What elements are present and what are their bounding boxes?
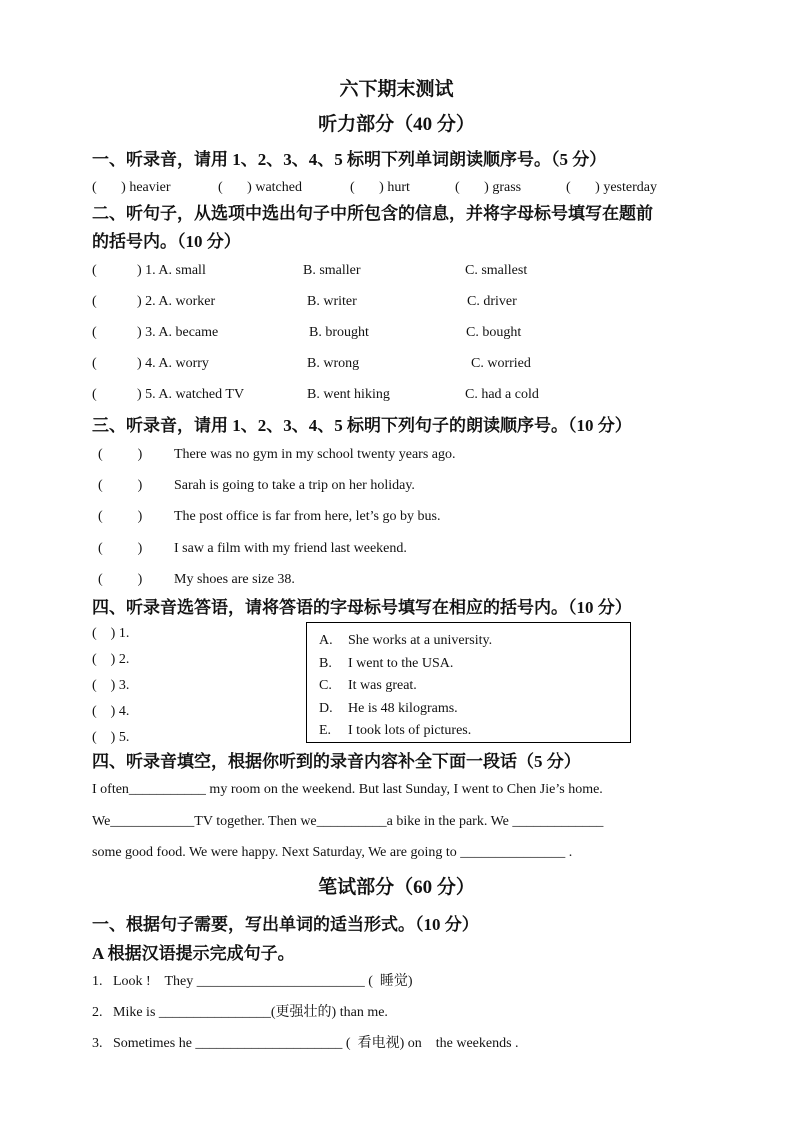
s4-number-text: ) 2. <box>110 652 130 667</box>
s4-number: ( ) 1. <box>92 626 130 641</box>
option-text: She works at a university. <box>348 633 493 648</box>
s5-line: I often___________ my room on the weekend. But last Sunday, I went to Chen Jie’s home. <box>92 782 603 797</box>
listening-title: 听力部分（40 分） <box>318 114 475 135</box>
s3-paren: ( ) <box>98 571 143 587</box>
option-letter: E. <box>319 723 332 739</box>
page-title: 六下期末测试 <box>339 79 454 100</box>
s1-word: ( ) heavier <box>92 180 171 195</box>
w1-subheading: A 根据汉语提示完成句子。 <box>92 944 295 963</box>
s2-item-b: B. smaller <box>303 263 361 278</box>
s3-sentence: My shoes are size 38. <box>174 571 295 587</box>
s2-item-c: C. driver <box>467 294 517 309</box>
s3-sentence: I saw a film with my friend last weekend. <box>174 540 407 556</box>
option-letter: D. <box>319 700 333 716</box>
s4-number: ( ) 3. <box>92 678 130 693</box>
s2-item-b: B. brought <box>309 325 369 340</box>
s5-line: We____________TV together. Then we__________a bike in the park. We _____________ <box>92 814 604 829</box>
s4-number-text: ) 1. <box>110 626 130 641</box>
s2-item-b: B. wrong <box>307 356 360 371</box>
s4-number-text: ) 3. <box>110 678 130 693</box>
s4-heading: 四、听录音选答语，请将答语的字母标号填写在相应的括号内。（10 分） <box>92 598 632 617</box>
s2-item-c: C. smallest <box>465 263 528 278</box>
s2-item-a: ) 4. A. worry <box>137 356 209 371</box>
written-title: 笔试部分（60 分） <box>318 877 475 898</box>
option-text: It was great. <box>348 678 417 694</box>
s2-paren: ( <box>92 263 97 278</box>
s3-sentence: The post office is far from here, let’s go by bus. <box>174 509 441 525</box>
s1-word: ( ) yesterday <box>566 180 657 195</box>
option-text: He is 48 kilograms. <box>348 700 458 716</box>
s5-heading: 四、听录音填空，根据你听到的录音内容补全下面一段话（5 分） <box>92 752 581 771</box>
s3-paren: ( ) <box>98 509 143 525</box>
s2-paren: ( <box>92 325 97 340</box>
s2-paren: ( <box>92 387 97 402</box>
s3-paren: ( ) <box>98 447 143 462</box>
s1-word: ( ) watched <box>218 180 302 195</box>
s4-number: ( ) 4. <box>92 704 130 719</box>
w1-item: 2. Mike is ________________(更强壮的) than me. <box>92 1005 388 1020</box>
option-letter: A. <box>319 633 333 648</box>
s2-item-c: C. bought <box>466 325 522 340</box>
s2-item-a: ) 3. A. became <box>137 325 219 340</box>
s2-item-a: ) 2. A. worker <box>137 294 216 309</box>
s4-number-text: ) 5. <box>110 730 130 745</box>
s3-sentence: Sarah is going to take a trip on her holiday. <box>174 478 415 494</box>
option-letter: C. <box>319 678 332 694</box>
s2-item-b: B. went hiking <box>307 387 390 402</box>
s3-sentence: There was no gym in my school twenty years ago. <box>174 447 456 462</box>
s3-paren: ( ) <box>98 478 143 494</box>
s1-word: ( ) hurt <box>350 180 410 195</box>
s5-line: some good food. We were happy. Next Saturday, We are going to _______________ . <box>92 845 573 860</box>
s4-number: ( ) 2. <box>92 652 130 667</box>
s2-item-c: C. had a cold <box>465 387 539 402</box>
w1-item: 3. Sometimes he _____________________ ( 看电视) on the weekends . <box>92 1036 519 1051</box>
s2-item-a: ) 5. A. watched TV <box>137 387 245 402</box>
s1-word: ( ) grass <box>455 180 522 195</box>
s2-heading-cont: 的括号内。（10 分） <box>92 232 241 251</box>
w1-item: 1. Look ! They ________________________ ( 睡觉) <box>92 974 413 989</box>
s2-paren: ( <box>92 294 97 309</box>
s2-item-b: B. writer <box>307 294 357 309</box>
s2-heading: 二、听句子，从选项中选出句子中所包含的信息，并将字母标号填写在题前 <box>92 204 653 223</box>
option-letter: B. <box>319 655 332 671</box>
s4-number: ( ) 5. <box>92 730 130 745</box>
option-text: I went to the USA. <box>348 655 454 671</box>
s3-heading: 三、听录音，请用 1、2、3、4、5 标明下列句子的朗读顺序号。（10 分） <box>92 416 632 435</box>
s1-heading: 一、听录音，请用 1、2、3、4、5 标明下列单词朗读顺序号。（5 分） <box>92 150 607 169</box>
w1-heading: 一、根据句子需要，写出单词的适当形式。（10 分） <box>92 915 479 934</box>
s3-paren: ( ) <box>98 540 143 556</box>
option-text: I took lots of pictures. <box>348 723 472 739</box>
s2-item-a: ) 1. A. small <box>137 263 206 278</box>
s2-paren: ( <box>92 356 97 371</box>
s4-number-text: ) 4. <box>110 704 130 719</box>
s2-item-c: C. worried <box>471 356 531 371</box>
